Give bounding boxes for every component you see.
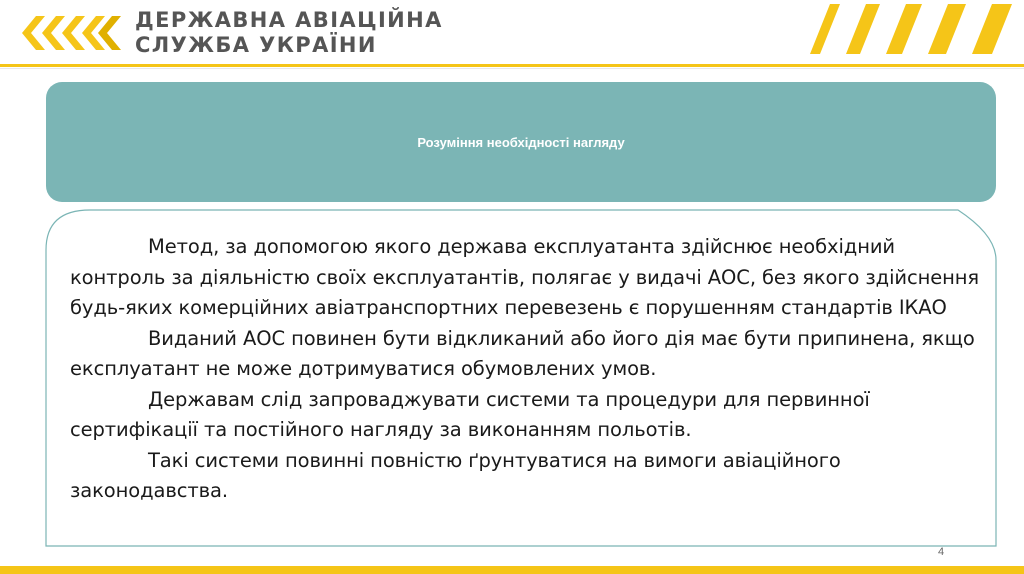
- slide-title: Розуміння необхідності нагляду: [417, 134, 625, 150]
- content-text: [70, 232, 980, 507]
- paragraph-3: Державам слід запроваджувати системи та процедури для первинної сертифікації та постійного нагляду за виконанням польотів.: [70, 387, 870, 441]
- page-number: 4: [938, 546, 945, 558]
- bottom-divider: [0, 566, 1024, 574]
- agency-name-line2: СЛУЖБА УКРАЇНИ: [135, 33, 377, 57]
- top-divider: [0, 64, 1024, 67]
- agency-name: [135, 8, 443, 58]
- paragraph-2: Виданий АОС повинен бути відкликаний або його дія має бути припинена, якщо експлуатант не може дотримуватися обумовлених умов.: [70, 326, 975, 380]
- chevrons-logo-icon: [12, 10, 124, 56]
- paragraph-1: Метод, за допомогою якого держава експлуатанта здійснює необхідний контроль за діяльністю своїх експлуатантів, полягає у видачі АОС, без якого здійснення будь-яких комерційних авіатранспортних перевезень є порушенням стандартів ІКАО: [70, 235, 980, 319]
- top-divider-shadow: [0, 68, 1024, 69]
- diagonal-stripes-icon: [780, 4, 1024, 54]
- agency-name-line1: ДЕРЖАВНА АВІАЦІЙНА: [135, 8, 443, 32]
- title-box: [46, 82, 996, 202]
- paragraph-4: Такі системи повинні повністю ґрунтуватися на вимоги авіаційного законодавства.: [70, 448, 841, 502]
